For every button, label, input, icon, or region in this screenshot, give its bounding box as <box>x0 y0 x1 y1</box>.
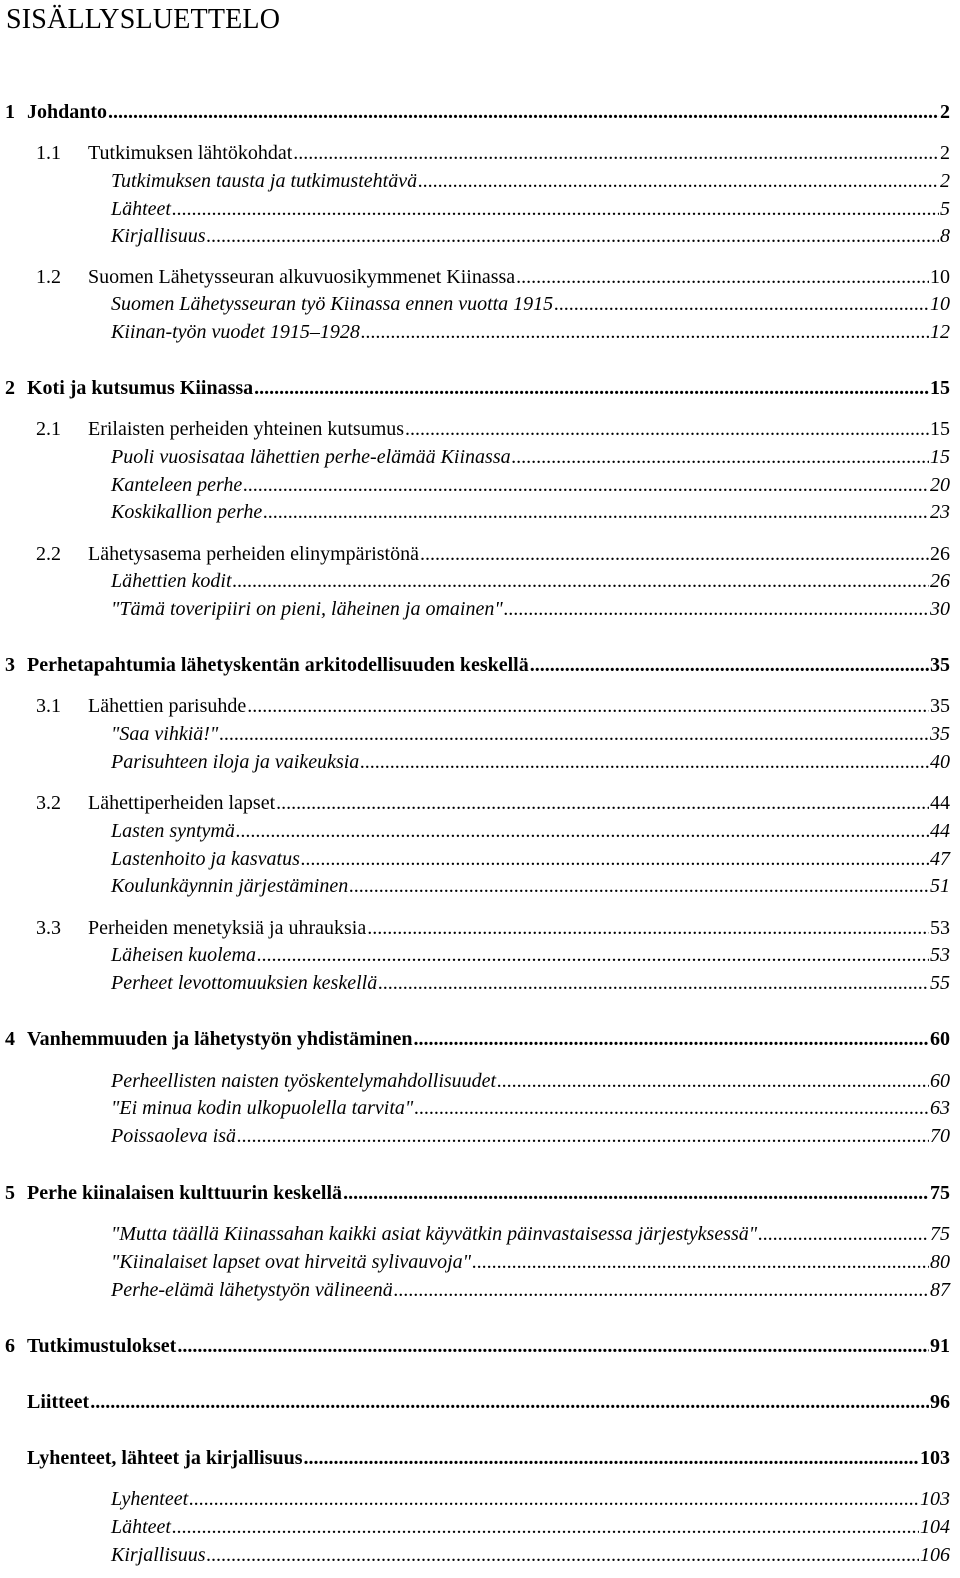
toc-entry-label: Lähteet <box>111 198 171 220</box>
dot-leader <box>554 293 929 315</box>
dot-leader <box>516 266 929 288</box>
toc-entry-label: Koti ja kutsumus Kiinassa <box>27 377 254 399</box>
toc-entry-page-number: 44 <box>930 820 950 842</box>
toc-entry-label: Johdanto <box>27 101 108 123</box>
toc-entry[interactable] <box>5 1445 950 1469</box>
toc-entry-page-number: 15 <box>930 377 950 399</box>
toc-entry[interactable] <box>111 1514 950 1538</box>
dot-leader <box>472 1251 929 1273</box>
toc-entry-label: Lähteet <box>111 1516 171 1538</box>
dot-leader <box>530 654 929 676</box>
toc-entry-page-number: 75 <box>930 1182 950 1204</box>
toc-entry[interactable] <box>111 596 950 620</box>
toc-entry[interactable] <box>36 140 950 164</box>
toc-entry-page-number: 53 <box>930 944 950 966</box>
toc-entry-page-number: 63 <box>930 1097 950 1119</box>
toc-entry[interactable] <box>111 472 950 496</box>
toc-entry-label: Perheet levottomuuksien keskellä <box>111 972 378 994</box>
toc-entry[interactable] <box>5 652 950 676</box>
dot-leader <box>378 972 929 994</box>
dot-leader <box>206 1544 919 1566</box>
toc-entry[interactable] <box>5 375 950 399</box>
toc-entry[interactable] <box>5 1026 950 1050</box>
dot-leader <box>254 377 929 399</box>
toc-entry[interactable] <box>111 568 950 592</box>
toc-entry[interactable] <box>111 1123 950 1147</box>
dot-leader <box>90 1391 929 1413</box>
toc-entry-page-number: 15 <box>930 418 950 440</box>
dot-leader <box>237 1125 929 1147</box>
toc-entry-label: Perheellisten naisten työskentelymahdollisuudet <box>111 1070 497 1092</box>
toc-entry-number: 3.2 <box>36 792 61 814</box>
dot-leader <box>276 792 929 814</box>
dot-leader <box>361 321 929 343</box>
toc-entry-number: 5 <box>5 1182 15 1204</box>
toc-entry[interactable] <box>36 915 950 939</box>
dot-leader <box>418 170 939 192</box>
toc-entry-page-number: 60 <box>930 1070 950 1092</box>
toc-entry[interactable] <box>5 1180 950 1204</box>
toc-entry[interactable] <box>111 818 950 842</box>
toc-entry[interactable] <box>111 1095 950 1119</box>
toc-entry-page-number: 75 <box>930 1223 950 1245</box>
toc-entry-page-number: 91 <box>930 1335 950 1357</box>
toc-entry-page-number: 30 <box>930 598 950 620</box>
toc-entry[interactable] <box>36 790 950 814</box>
toc-entry[interactable] <box>111 223 950 247</box>
dot-leader <box>247 695 929 717</box>
dot-leader <box>420 543 929 565</box>
toc-entry-page-number: 26 <box>930 570 950 592</box>
toc-entry-number: 2.1 <box>36 418 61 440</box>
toc-entry-label: Tutkimuksen lähtökohdat <box>88 142 293 164</box>
toc-entry-number: 1.2 <box>36 266 61 288</box>
dot-leader <box>497 1070 929 1092</box>
dot-leader <box>108 101 939 123</box>
toc-entry[interactable] <box>111 1277 950 1301</box>
toc-entry-page-number: 5 <box>940 198 950 220</box>
toc-entry-label: "Saa vihkiä!" <box>111 723 219 745</box>
dot-leader <box>343 1182 929 1204</box>
toc-entry-label: Puoli vuosisataa lähettien perhe-elämää Kiinassa <box>111 446 511 468</box>
toc-entry-label: Perhe kiinalaisen kulttuurin keskellä <box>27 1182 343 1204</box>
toc-entry-label: Lyhenteet, lähteet ja kirjallisuus <box>27 1447 303 1469</box>
dot-leader <box>177 1335 929 1357</box>
toc-entry[interactable] <box>36 693 950 717</box>
toc-entry-page-number: 15 <box>930 446 950 468</box>
toc-entry-page-number: 20 <box>930 474 950 496</box>
toc-entry[interactable] <box>111 1068 950 1092</box>
dot-leader <box>172 1516 919 1538</box>
toc-entry[interactable] <box>5 1389 950 1413</box>
toc-entry-label: Perhetapahtumia lähetyskentän arkitodellisuuden keskellä <box>27 654 529 676</box>
dot-leader <box>360 751 929 773</box>
toc-entry[interactable] <box>111 319 950 343</box>
toc-entry-page-number: 55 <box>930 972 950 994</box>
toc-entry[interactable] <box>36 416 950 440</box>
toc-entry[interactable] <box>111 749 950 773</box>
toc-entry-number: 3.3 <box>36 917 61 939</box>
toc-entry-page-number: 51 <box>930 875 950 897</box>
dot-leader <box>233 570 929 592</box>
toc-entry-label: Tutkimustulokset <box>27 1335 177 1357</box>
toc-entry-number: 2.2 <box>36 543 61 565</box>
toc-entry-label: Lähetysasema perheiden elinympäristönä <box>88 543 419 565</box>
toc-entry-page-number: 23 <box>930 501 950 523</box>
toc-entry-page-number: 35 <box>930 695 950 717</box>
toc-entry-label: Läheisen kuolema <box>111 944 256 966</box>
dot-leader <box>293 142 939 164</box>
dot-leader <box>758 1223 929 1245</box>
toc-entry-page-number: 103 <box>920 1447 950 1469</box>
toc-entry-label: Parisuhteen iloja ja vaikeuksia <box>111 751 360 773</box>
toc-entry[interactable] <box>111 1249 950 1273</box>
toc-entry-label: Koskikallion perhe <box>111 501 263 523</box>
toc-entry-label: Liitteet <box>27 1391 90 1413</box>
dot-leader <box>219 723 929 745</box>
toc-entry-page-number: 8 <box>940 225 950 247</box>
dot-leader <box>367 917 929 939</box>
dot-leader <box>257 944 929 966</box>
page-title: SISÄLLYSLUETTELO <box>6 4 281 35</box>
toc-entry[interactable] <box>111 291 950 315</box>
dot-leader <box>243 474 929 496</box>
dot-leader <box>304 1447 919 1469</box>
toc-entry-label: "Ei minua kodin ulkopuolella tarvita" <box>111 1097 414 1119</box>
toc-entry-page-number: 70 <box>930 1125 950 1147</box>
toc-entry-number: 1 <box>5 101 15 123</box>
toc-entry[interactable] <box>111 168 950 192</box>
toc-entry-label: "Kiinalaiset lapset ovat hirveitä sylivauvoja" <box>111 1251 472 1273</box>
toc-entry-number: 6 <box>5 1335 15 1357</box>
toc-entry-page-number: 47 <box>930 848 950 870</box>
toc-entry-page-number: 26 <box>930 543 950 565</box>
dot-leader <box>349 875 929 897</box>
toc-entry-label: "Mutta täällä Kiinassahan kaikki asiat käyvätkin päinvastaisessa järjestyksessä" <box>111 1223 758 1245</box>
dot-leader <box>405 418 929 440</box>
toc-entry-number: 4 <box>5 1028 15 1050</box>
toc-entry-label: Lähettien kodit <box>111 570 232 592</box>
dot-leader <box>236 820 929 842</box>
dot-leader <box>189 1488 919 1510</box>
toc-entry-label: Koulunkäynnin järjestäminen <box>111 875 349 897</box>
dot-leader <box>413 1028 929 1050</box>
dot-leader <box>263 501 929 523</box>
toc-entry[interactable] <box>111 942 950 966</box>
dot-leader <box>206 225 939 247</box>
toc-entry-label: Kanteleen perhe <box>111 474 243 496</box>
toc-entry-page-number: 40 <box>930 751 950 773</box>
toc-entry-label: "Tämä toveripiiri on pieni, läheinen ja omainen" <box>111 598 503 620</box>
toc-entry[interactable] <box>5 99 950 123</box>
dot-leader <box>512 446 929 468</box>
toc-entry-label: Suomen Lähetysseuran alkuvuosikymmenet Kiinassa <box>88 266 516 288</box>
toc-entry-page-number: 106 <box>920 1544 950 1566</box>
toc-entry[interactable] <box>111 1486 950 1510</box>
toc-entry-page-number: 2 <box>940 170 950 192</box>
toc-entry-page-number: 10 <box>930 266 950 288</box>
toc-entry[interactable] <box>36 264 950 288</box>
toc-entry-number: 1.1 <box>36 142 61 164</box>
toc-entry-label: Kirjallisuus <box>111 1544 206 1566</box>
toc-entry-page-number: 2 <box>940 101 950 123</box>
toc-entry-number: 3 <box>5 654 15 676</box>
toc-entry-label: Lasten syntymä <box>111 820 235 842</box>
toc-entry-label: Lastenhoito ja kasvatus <box>111 848 300 870</box>
toc-entry-number: 3.1 <box>36 695 61 717</box>
toc-entry-page-number: 44 <box>930 792 950 814</box>
dot-leader <box>414 1097 929 1119</box>
toc-entry-label: Kiinan-työn vuodet 1915–1928 <box>111 321 360 343</box>
toc-entry-label: Suomen Lähetysseuran työ Kiinassa ennen vuotta 1915 <box>111 293 554 315</box>
toc-entry-label: Lyhenteet <box>111 1488 189 1510</box>
toc-entry-label: Poissaoleva isä <box>111 1125 236 1147</box>
toc-entry-page-number: 53 <box>930 917 950 939</box>
toc-entry-label: Tutkimuksen tausta ja tutkimustehtävä <box>111 170 418 192</box>
toc-entry-number: 2 <box>5 377 15 399</box>
toc-entry-page-number: 35 <box>930 723 950 745</box>
toc-entry-label: Perhe-elämä lähetystyön välineenä <box>111 1279 393 1301</box>
toc-entry-page-number: 96 <box>930 1391 950 1413</box>
dot-leader <box>394 1279 929 1301</box>
toc-entry-label: Kirjallisuus <box>111 225 206 247</box>
toc-entry-label: Perheiden menetyksiä ja uhrauksia <box>88 917 367 939</box>
toc-entry-page-number: 104 <box>920 1516 950 1538</box>
toc-entry-label: Vanhemmuuden ja lähetystyön yhdistäminen <box>27 1028 413 1050</box>
toc-entry[interactable] <box>111 1542 950 1566</box>
toc-entry-page-number: 35 <box>930 654 950 676</box>
dot-leader <box>172 198 939 220</box>
toc-entry[interactable] <box>111 873 950 897</box>
dot-leader <box>301 848 929 870</box>
toc-entry[interactable] <box>36 541 950 565</box>
toc-entry-label: Lähettiperheiden lapset <box>88 792 276 814</box>
toc-entry-page-number: 80 <box>930 1251 950 1273</box>
toc-entry-label: Lähettien parisuhde <box>88 695 247 717</box>
toc-entry[interactable] <box>111 1221 950 1245</box>
toc-entry[interactable] <box>5 1333 950 1357</box>
toc-entry[interactable] <box>111 970 950 994</box>
toc-entry-label: Erilaisten perheiden yhteinen kutsumus <box>88 418 405 440</box>
toc-entry-page-number: 60 <box>930 1028 950 1050</box>
toc-entry[interactable] <box>111 196 950 220</box>
toc-entry-page-number: 103 <box>920 1488 950 1510</box>
toc-entry-page-number: 10 <box>930 293 950 315</box>
toc-entry[interactable] <box>111 444 950 468</box>
toc-entry-page-number: 12 <box>930 321 950 343</box>
dot-leader <box>504 598 929 620</box>
toc-entry-page-number: 87 <box>930 1279 950 1301</box>
toc-entry[interactable] <box>111 846 950 870</box>
toc-entry[interactable] <box>111 721 950 745</box>
toc-entry[interactable] <box>111 499 950 523</box>
toc-entry-page-number: 2 <box>940 142 950 164</box>
